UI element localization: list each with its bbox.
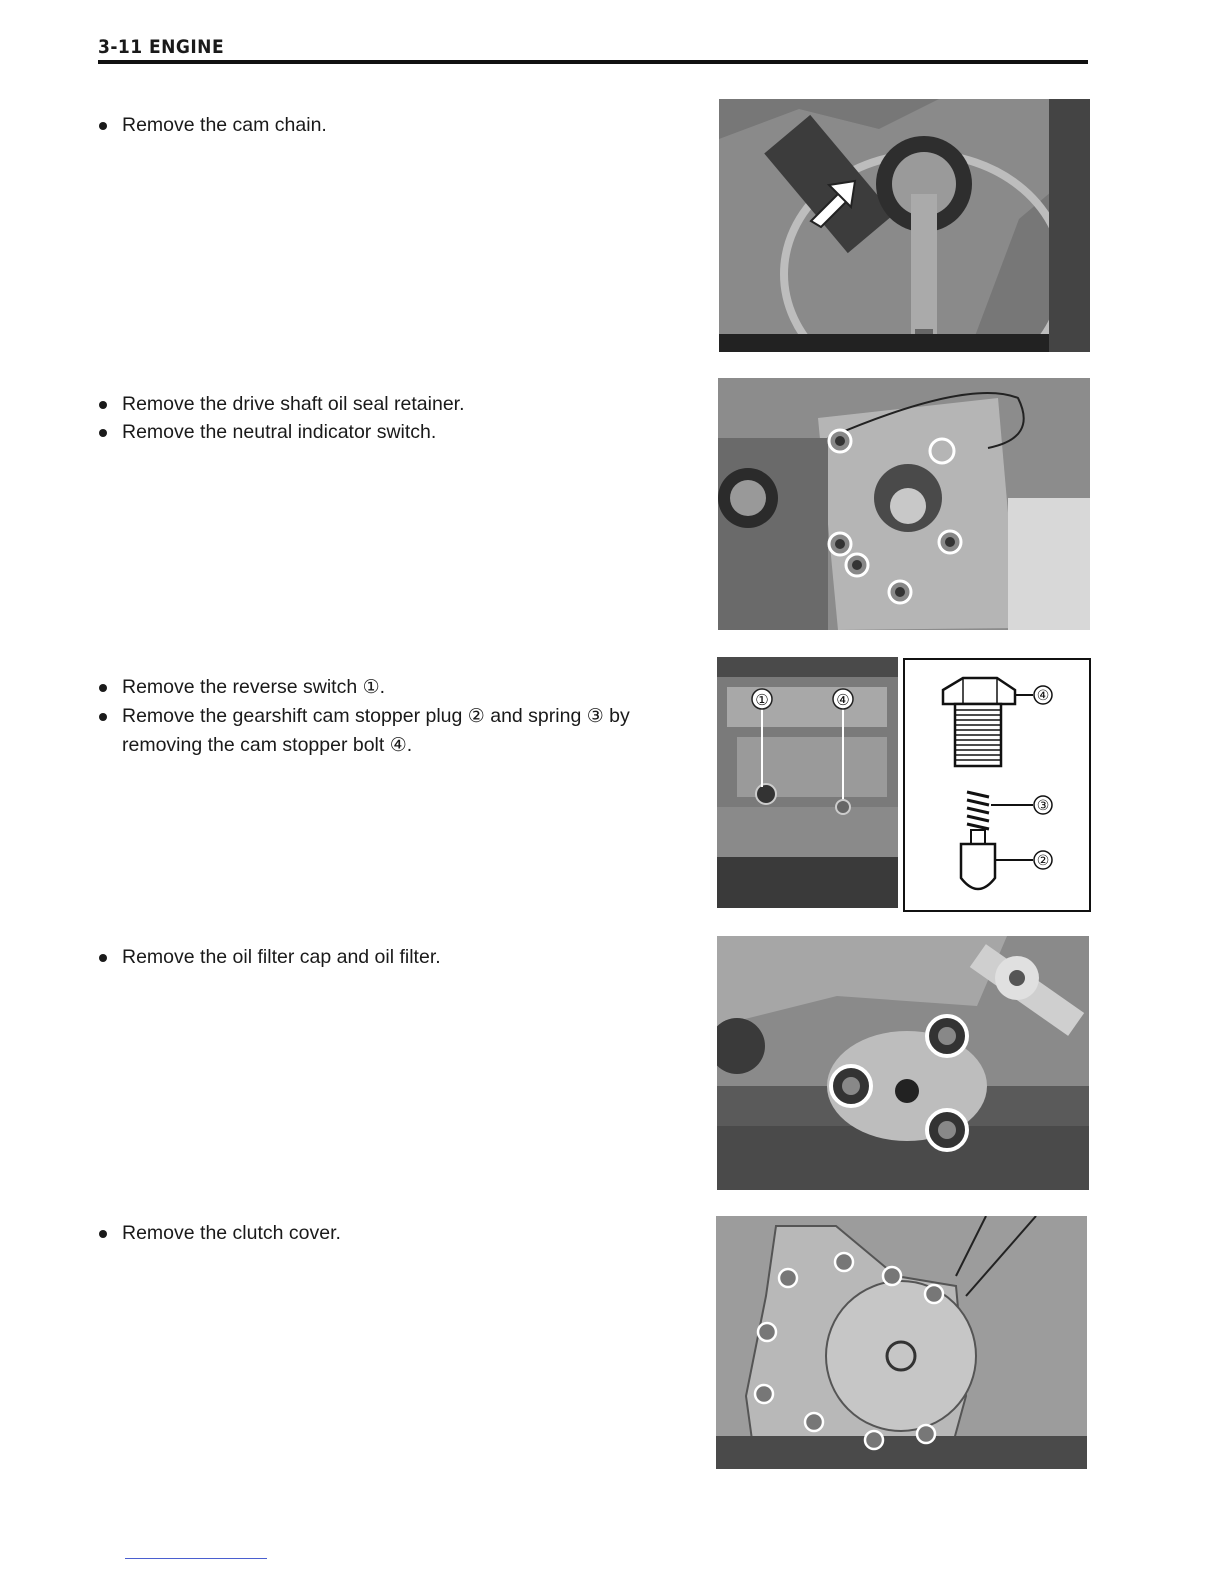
- bullet-item: Remove the drive shaft oil seal retainer.: [96, 390, 696, 418]
- circle-marker-icon: [925, 1285, 943, 1303]
- bullet-item: Remove the neutral indicator switch.: [96, 418, 696, 446]
- circle-marker-icon: [758, 1323, 776, 1341]
- circle-marker-icon: [779, 1269, 797, 1287]
- footer-link-line: [125, 1558, 267, 1559]
- diagram-callout: ④: [1036, 688, 1050, 704]
- circle-marker-icon: [917, 1425, 935, 1443]
- bullet-item: Remove the clutch cover.: [96, 1219, 696, 1247]
- photo-oil-seal-retainer: [718, 378, 1090, 630]
- text-fragment: removing the cam stopper bolt: [122, 734, 390, 756]
- circle-marker-icon: [829, 533, 851, 555]
- bullet-item: Remove the oil filter cap and oil filter.: [96, 943, 696, 971]
- callout-number: ②: [467, 706, 485, 727]
- photo-reverse-switch: [717, 657, 898, 908]
- photo-cam-chain-art: [719, 99, 1090, 352]
- step-5: [96, 1219, 696, 1247]
- photo-oil-filter-art: [717, 936, 1089, 1190]
- stopper-diagram-art: [905, 660, 1089, 910]
- circle-marker-icon: [829, 430, 851, 452]
- circle-marker-icon: [755, 1385, 773, 1403]
- circle-marker-icon: [883, 1267, 901, 1285]
- callout-number: ①: [362, 677, 380, 698]
- diagram-callout: ③: [1036, 798, 1050, 814]
- photo-clutch-cover: [716, 1216, 1087, 1469]
- photo-callout: ④: [836, 691, 850, 709]
- circle-marker-icon: [927, 1110, 967, 1150]
- text-fragment: .: [379, 676, 386, 698]
- step-3: [96, 673, 696, 760]
- photo-reverse-switch-art: [717, 657, 898, 908]
- text-fragment: Remove the gearshift cam stopper plug: [122, 705, 468, 727]
- bullet-item: Remove the cam chain.: [96, 111, 696, 139]
- circle-marker-icon: [835, 1253, 853, 1271]
- photo-oil-filter: [717, 936, 1089, 1190]
- step-4: [96, 943, 696, 971]
- header-rule: [98, 60, 1088, 64]
- step-1: [96, 111, 696, 139]
- circle-marker-icon: [805, 1413, 823, 1431]
- bullet-item: [96, 702, 696, 760]
- circle-marker-icon: [865, 1431, 883, 1449]
- text-fragment: Remove the reverse switch: [122, 676, 363, 698]
- photo-cam-chain: [719, 99, 1090, 352]
- circle-marker-icon: [939, 531, 961, 553]
- photo-callout: ①: [755, 691, 769, 709]
- photo-clutch-cover-art: [716, 1216, 1087, 1469]
- circle-marker-icon: [927, 1016, 967, 1056]
- callout-number: ③: [586, 706, 604, 727]
- text-fragment: .: [406, 734, 413, 756]
- circle-marker-icon: [889, 581, 911, 603]
- diagram-callout: ②: [1036, 853, 1050, 869]
- page-header: 3-11 ENGINE: [98, 36, 225, 58]
- photo-oil-seal-retainer-art: [718, 378, 1090, 630]
- text-fragment: by: [603, 705, 630, 727]
- text-fragment: and spring: [484, 705, 587, 727]
- callout-number: ④: [389, 735, 407, 756]
- circle-marker-icon: [831, 1066, 871, 1106]
- step-2: [96, 390, 696, 446]
- stopper-diagram: [903, 658, 1091, 912]
- circle-marker-icon: [846, 554, 868, 576]
- bullet-item: [96, 673, 696, 702]
